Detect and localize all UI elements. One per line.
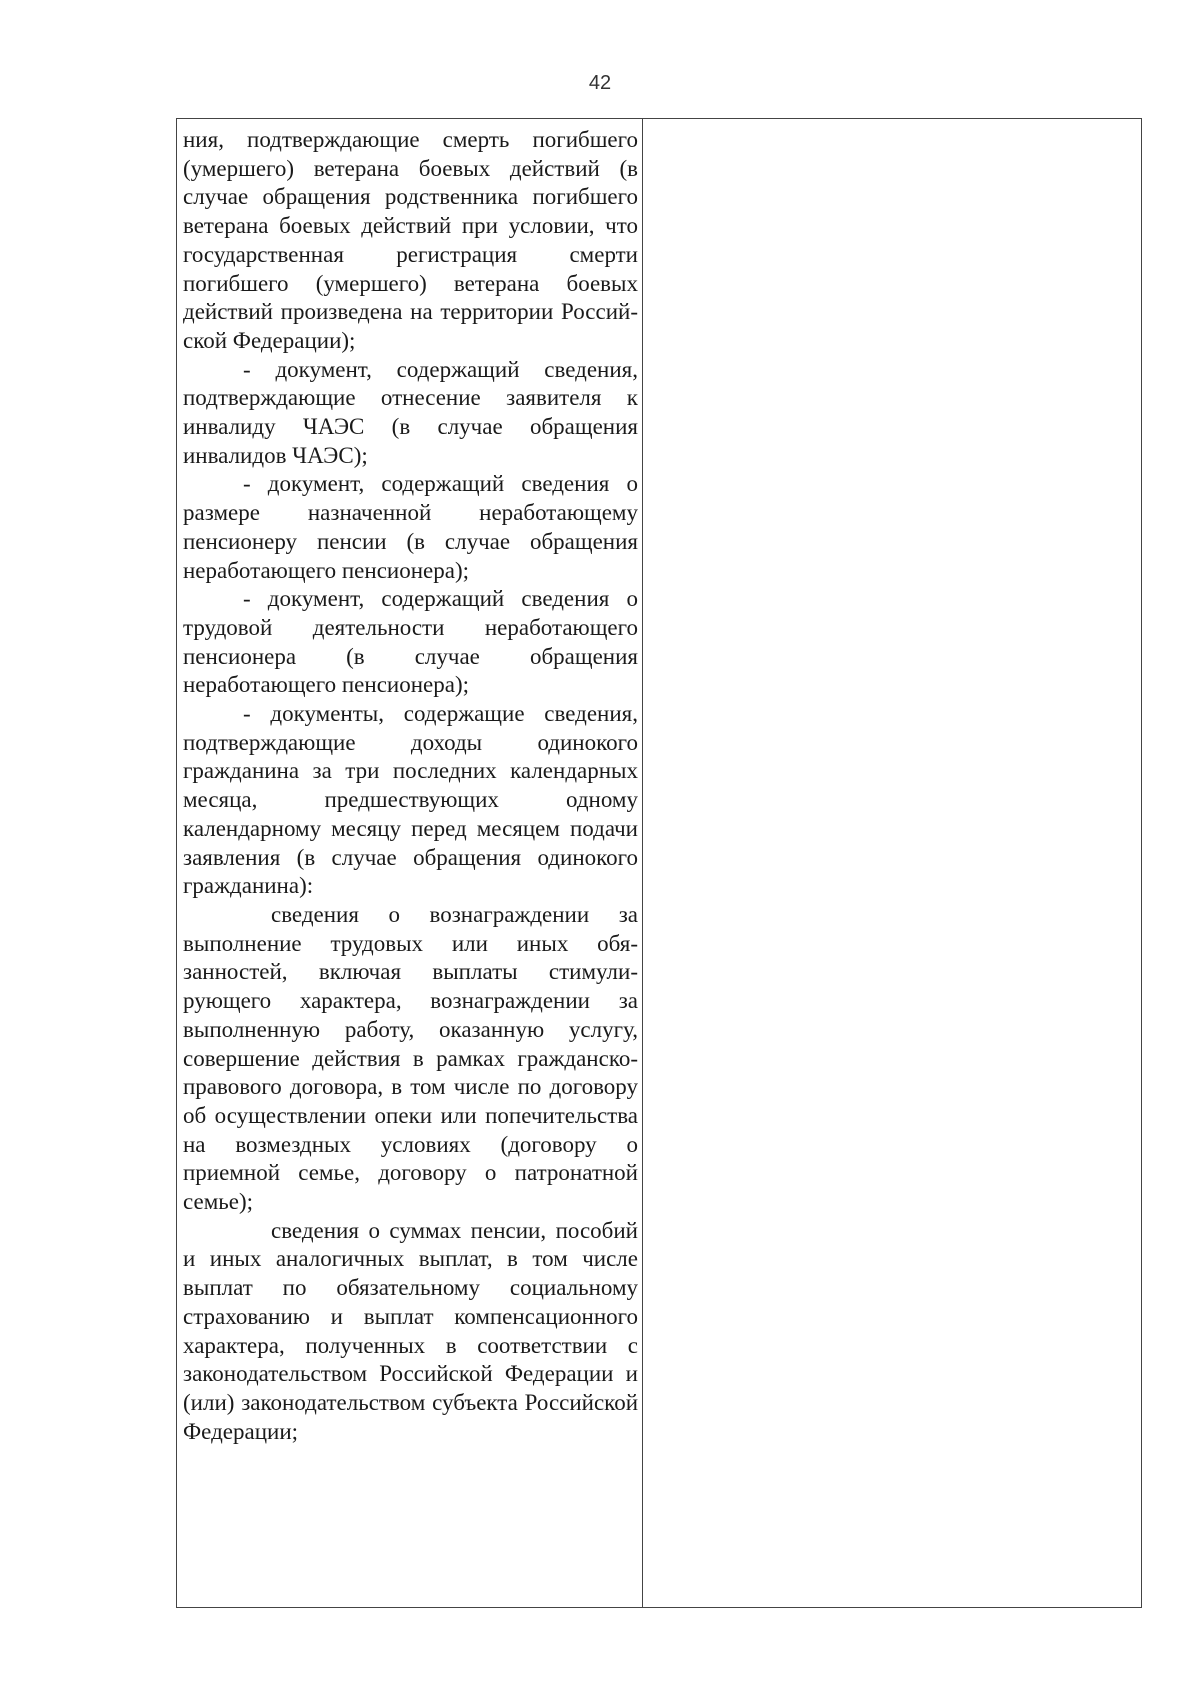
paragraph-income-documents: - документы, содержащие сведения, подтверждающие доходы одинокого гражданина за три последних календарных месяца, предшествующих одному календарному месяцу перед месяцем подачи заявления (в случае обращения одинокого гражданина): [183, 701, 638, 899]
document-table [176, 118, 1142, 1608]
table-cell-right [643, 119, 1141, 1607]
paragraph-chaes-disability: - документ, содержащий сведения, подтверждающие отнесение заявителя к инвалиду ЧАЭС (в случае обращения инвалидов ЧАЭС); [183, 356, 638, 468]
table-cell-left [177, 119, 643, 1607]
paragraph-pension-amount: - документ, содержащий сведения о размере назначенной неработающему пенсионеру пенсии (в случае обращения неработающего пенсионера); [183, 471, 638, 583]
paragraph-remuneration-info: сведения о вознаграждении за выполнение трудовых или иных обязанностей, включая выплаты стимулирующего характера, вознаграждении за выполненную работу, оказанную услугу, совершение действия в рамках гражданско-правового договора, в том числе по договору об осуществлении опеки или попечительства на возмездных условиях (договору о приемной семье, договору о патронатной семье); [183, 901, 638, 1215]
paragraph-pension-sums-info: сведения о суммах пенсии, пособий и иных аналогичных выплат, в том числе выплат по обязательному социальному страхованию и выплат компенсационного характера, полученных в соответствии с законодательством Российской Федерации и (или) законодательством субъекта Российской Федерации; [183, 1217, 638, 1444]
page-number: 42 [588, 72, 612, 94]
paragraph-death-certificate: ния, подтверждающие смерть погибшего (умершего) ветерана боевых действий (в случае обращения родственника погибшего ветерана боевых действий при условии, что государственная регистрация смерти погибшего (умершего) ветерана боевых действий произведена на территории Российской Федерации); [183, 127, 638, 353]
paragraph-labor-activity: - документ, содержащий сведения о трудовой деятельности неработающего пенсионера (в случае обращения неработающего пенсионера); [183, 586, 638, 698]
